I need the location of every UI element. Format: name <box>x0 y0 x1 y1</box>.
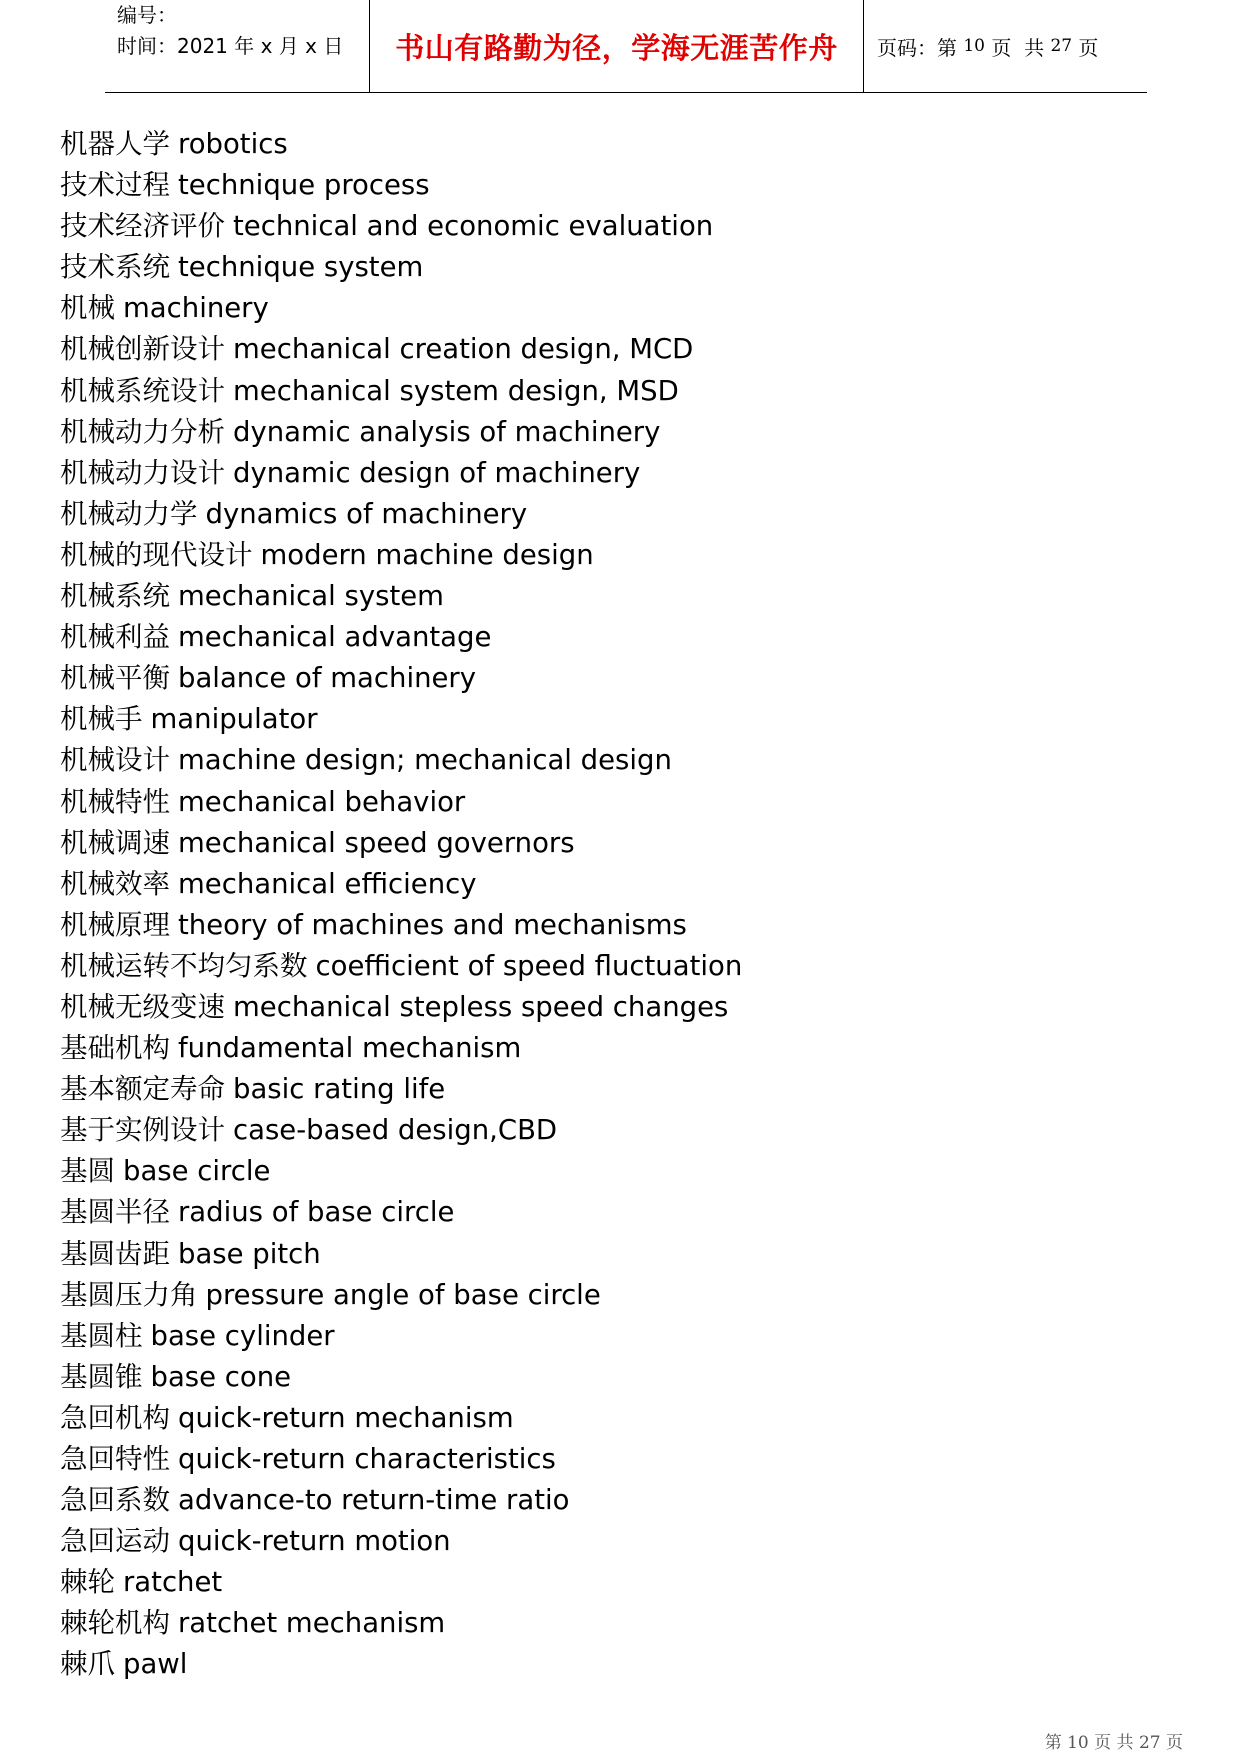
term-english: coefficient of speed fluctuation <box>315 949 743 982</box>
glossary-entry <box>60 658 742 699</box>
glossary-entry <box>60 699 742 740</box>
term-english: fundamental mechanism <box>178 1032 522 1065</box>
glossary-entry <box>60 1151 742 1192</box>
term-chinese: 机械平衡 <box>60 662 170 695</box>
header-divider-right <box>863 0 864 92</box>
term-chinese: 机械利益 <box>60 621 170 654</box>
term-english: ratchet <box>123 1566 223 1599</box>
term-english: quick-return motion <box>178 1525 451 1558</box>
glossary-entry <box>60 124 742 165</box>
term-chinese: 机械手 <box>60 703 143 736</box>
term-chinese: 机械动力分析 <box>60 415 225 448</box>
term-english: manipulator <box>150 703 318 736</box>
page-suffix: 页 <box>1072 35 1099 60</box>
glossary-entry <box>60 1110 742 1151</box>
glossary-entry <box>60 823 742 864</box>
term-english: mechanical speed governors <box>178 826 575 859</box>
term-english: mechanical behavior <box>178 785 466 818</box>
term-chinese: 急回特性 <box>60 1443 170 1475</box>
term-english: case-based design,CBD <box>233 1114 558 1147</box>
term-chinese: 基圆齿距 <box>60 1237 170 1270</box>
glossary-entry <box>60 1480 742 1521</box>
term-chinese: 技术经济评价 <box>60 210 225 243</box>
term-chinese: 基圆半径 <box>60 1196 170 1229</box>
term-english: radius of base circle <box>178 1196 455 1229</box>
glossary-entry <box>60 494 742 535</box>
term-english: modern machine design <box>260 538 594 571</box>
term-chinese: 棘轮机构 <box>60 1607 170 1640</box>
term-english: base cone <box>150 1360 292 1393</box>
glossary-entry <box>60 288 742 329</box>
term-chinese: 机械原理 <box>60 908 170 941</box>
term-english: base cylinder <box>150 1319 335 1352</box>
page-current: 10 <box>963 36 985 56</box>
term-chinese: 棘爪 <box>60 1648 115 1681</box>
glossary-entry <box>60 412 742 453</box>
glossary-entry <box>60 905 742 946</box>
glossary-entry <box>60 782 742 823</box>
page-middle: 页 共 <box>985 35 1051 60</box>
term-english: mechanical efficiency <box>178 867 477 900</box>
glossary-entry <box>60 576 742 617</box>
glossary-entry <box>60 1398 742 1439</box>
term-english: base pitch <box>178 1237 321 1270</box>
term-chinese: 技术系统 <box>60 251 170 284</box>
term-english: base circle <box>123 1155 271 1188</box>
glossary-entry <box>60 617 742 658</box>
term-english: technical and economic evaluation <box>233 210 714 243</box>
term-english: ratchet mechanism <box>178 1607 446 1640</box>
term-chinese: 急回机构 <box>60 1401 170 1434</box>
glossary-entry <box>60 946 742 987</box>
term-english: technique system <box>178 251 424 284</box>
glossary-entry <box>60 1234 742 1275</box>
term-english: basic rating life <box>233 1073 446 1106</box>
term-english: technique process <box>178 169 430 202</box>
term-chinese: 机械创新设计 <box>60 333 225 366</box>
glossary-entry <box>60 165 742 206</box>
term-chinese: 机械系统设计 <box>60 374 225 407</box>
term-english: quick-return characteristics <box>178 1443 556 1475</box>
term-chinese: 机械调速 <box>60 826 170 859</box>
glossary-entry <box>60 740 742 781</box>
term-chinese: 基圆压力角 <box>60 1278 198 1311</box>
glossary-entry <box>60 864 742 905</box>
term-chinese: 基圆柱 <box>60 1319 143 1352</box>
term-chinese: 机械 <box>60 292 115 325</box>
term-chinese: 棘轮 <box>60 1566 115 1599</box>
term-chinese: 基础机构 <box>60 1032 170 1065</box>
term-english: advance-to return-time ratio <box>178 1484 570 1517</box>
term-english: pawl <box>123 1648 188 1681</box>
term-chinese: 机械的现代设计 <box>60 538 253 571</box>
term-english: balance of machinery <box>178 662 477 695</box>
term-english: pressure angle of base circle <box>205 1278 601 1311</box>
glossary-entry <box>60 371 742 412</box>
term-chinese: 急回系数 <box>60 1484 170 1517</box>
glossary-entry <box>60 1192 742 1233</box>
term-chinese: 机械运转不均匀系数 <box>60 949 308 982</box>
term-english: quick-return mechanism <box>178 1401 514 1434</box>
glossary-list <box>60 124 742 1686</box>
term-english: dynamic design of machinery <box>233 456 641 489</box>
term-english: robotics <box>178 128 288 160</box>
term-chinese: 技术过程 <box>60 169 170 202</box>
term-english: mechanical creation design, MCD <box>233 333 694 366</box>
page-header <box>105 0 1147 93</box>
glossary-entry <box>60 206 742 247</box>
term-english: mechanical stepless speed changes <box>233 990 729 1023</box>
term-chinese: 基圆锥 <box>60 1360 143 1393</box>
term-english: machinery <box>123 292 269 325</box>
term-english: dynamic analysis of machinery <box>233 415 661 448</box>
glossary-entry <box>60 987 742 1028</box>
term-english: mechanical system design, MSD <box>233 374 679 407</box>
glossary-entry <box>60 1357 742 1398</box>
page-footer: 第 10 页 共 27 页 <box>1044 1733 1183 1753</box>
term-english: mechanical system <box>178 580 444 613</box>
header-meta <box>105 0 369 92</box>
term-chinese: 机械无级变速 <box>60 990 225 1023</box>
term-english: dynamics of machinery <box>205 497 528 530</box>
glossary-entry <box>60 1275 742 1316</box>
term-english: machine design; mechanical design <box>178 744 672 777</box>
term-chinese: 机械动力学 <box>60 497 198 530</box>
term-chinese: 机械系统 <box>60 580 170 613</box>
glossary-entry <box>60 1562 742 1603</box>
term-chinese: 机械动力设计 <box>60 456 225 489</box>
term-chinese: 机械设计 <box>60 744 170 777</box>
term-english: mechanical advantage <box>178 621 492 654</box>
page-total: 27 <box>1050 36 1073 56</box>
number-label: 编号： <box>117 3 177 27</box>
term-english: theory of machines and mechanisms <box>178 908 687 941</box>
glossary-entry <box>60 1644 742 1685</box>
page-prefix: 页码：第 <box>877 35 964 60</box>
glossary-entry <box>60 1603 742 1644</box>
time-label: 时间：2021 年 x 月 x 日 <box>117 34 344 58</box>
glossary-entry <box>60 1069 742 1110</box>
glossary-entry <box>60 1521 742 1562</box>
term-chinese: 基圆 <box>60 1155 115 1188</box>
term-chinese: 急回运动 <box>60 1525 170 1558</box>
glossary-entry <box>60 535 742 576</box>
glossary-entry <box>60 1316 742 1357</box>
term-chinese: 机械特性 <box>60 785 170 818</box>
glossary-entry <box>60 247 742 288</box>
header-motto: 书山有路勤为径，学海无涯苦作舟 <box>395 30 838 65</box>
header-page-info <box>877 0 1098 92</box>
term-chinese: 机械效率 <box>60 867 170 900</box>
glossary-entry <box>60 1028 742 1069</box>
glossary-entry <box>60 1439 742 1480</box>
term-chinese: 机器人学 <box>60 128 170 160</box>
term-chinese: 基本额定寿命 <box>60 1073 225 1106</box>
term-chinese: 基于实例设计 <box>60 1114 225 1147</box>
glossary-entry <box>60 329 742 370</box>
glossary-entry <box>60 453 742 494</box>
